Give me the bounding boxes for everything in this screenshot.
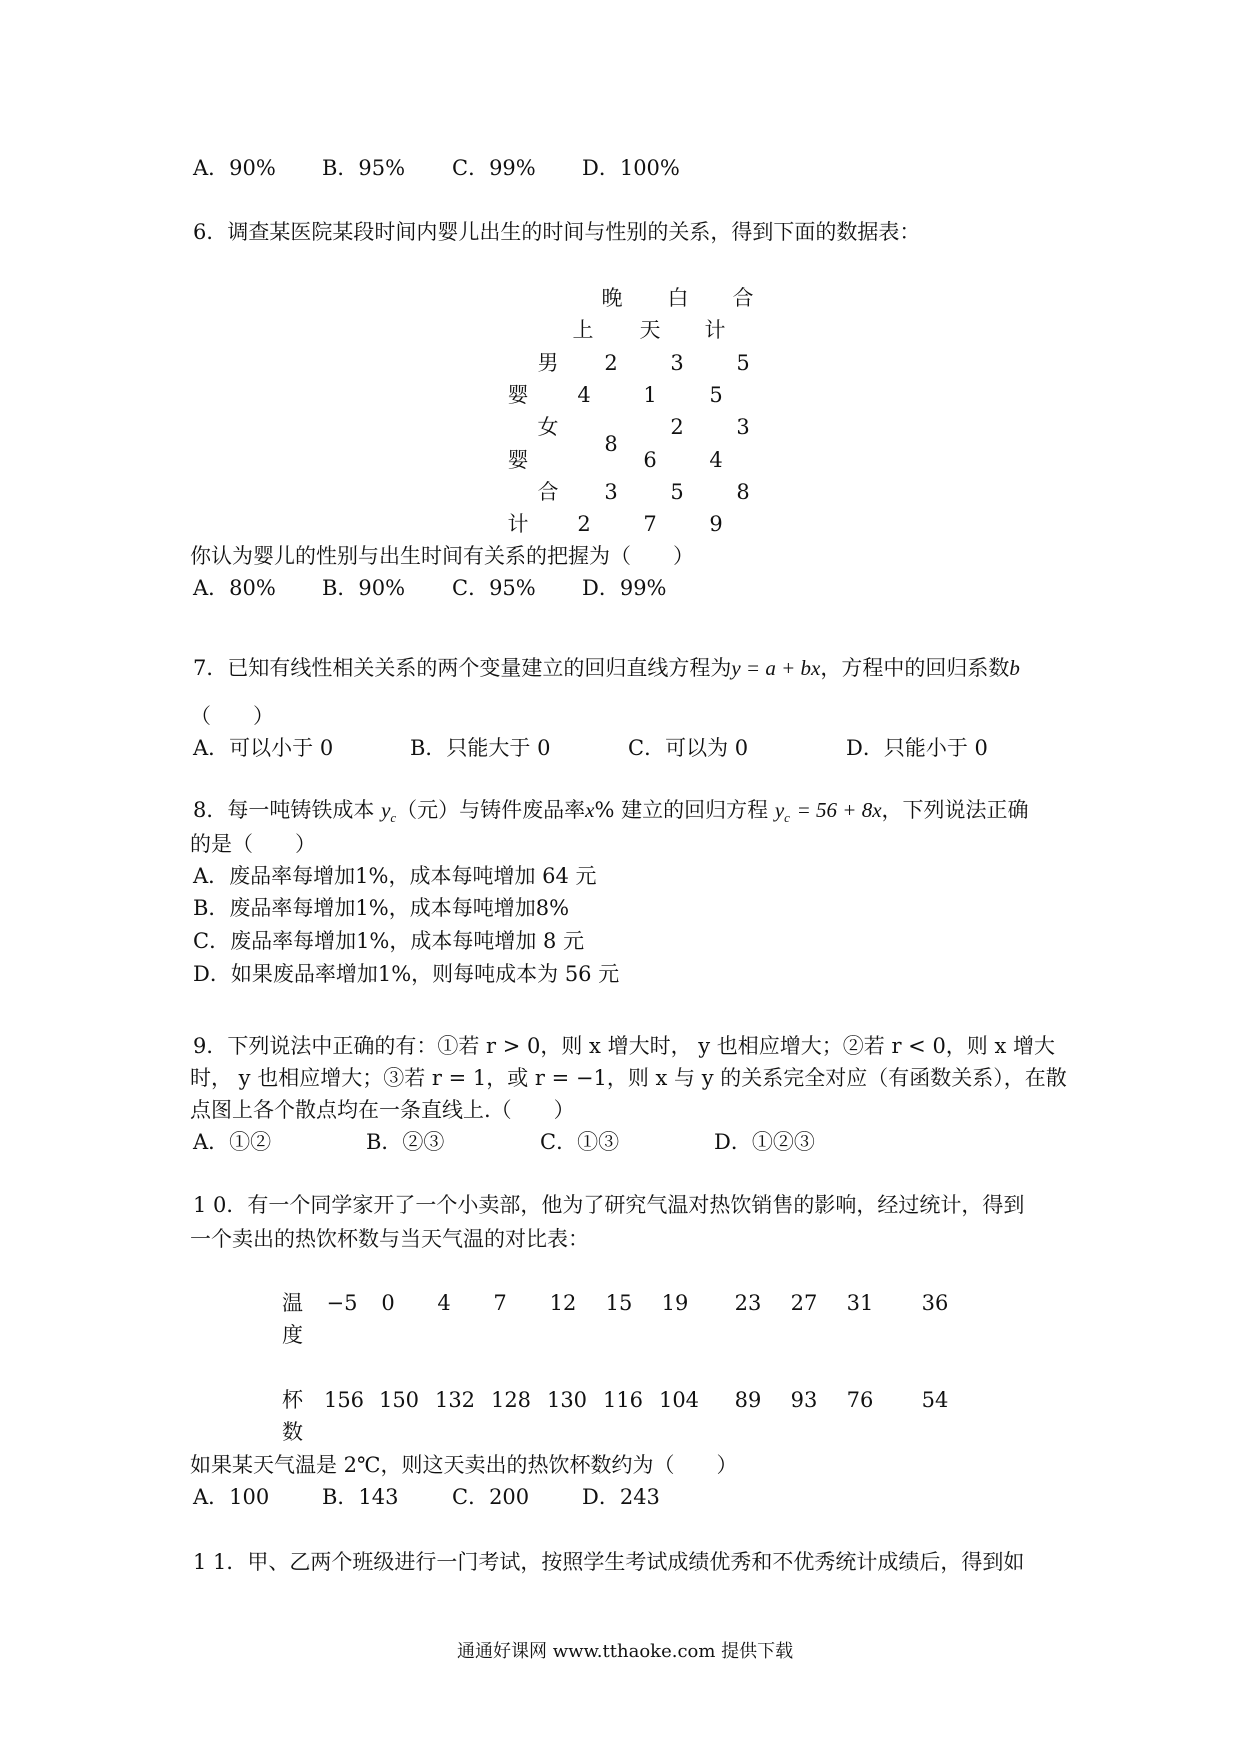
q6-cell: 5 [736, 351, 750, 375]
q8-option-c: C．废品率每增加1%，成本每吨增加 8 元 [193, 929, 585, 953]
q10-temp-label-1: 温 [282, 1291, 303, 1315]
q10-option-c: C．200 [452, 1485, 530, 1509]
q10-temp-cell: 7 [493, 1291, 507, 1315]
q6-cell: 2 [577, 512, 591, 536]
q7-coefficient: b [1009, 656, 1020, 680]
q10-temp-cell: 27 [790, 1291, 818, 1315]
q6-cell: 8 [604, 432, 618, 456]
q5-option-b: B．95% [322, 156, 406, 180]
q10-cups-cell: 150 [378, 1388, 420, 1412]
q10-cups-label-2: 数 [282, 1420, 303, 1444]
q6-stem: 6．调查某医院某段时间内婴儿出生的时间与性别的关系，得到下面的数据表： [193, 220, 921, 244]
q10-line1: 1 0．有一个同学家开了一个小卖部，他为了研究气温对热饮销售的影响，经过统计，得到 [193, 1193, 1025, 1217]
q7-option-d: D．只能小于 0 [846, 736, 988, 760]
q6-cell: 3 [604, 480, 618, 504]
q10-line2: 一个卖出的热饮杯数与当天气温的对比表： [190, 1227, 589, 1251]
q7-blank: （ ） [190, 704, 274, 728]
q10-question: 如果某天气温是 2℃，则这天卖出的热饮杯数约为（ ） [190, 1453, 738, 1477]
q6-cell: 8 [736, 480, 750, 504]
q6-header-2: 天 [639, 318, 661, 342]
q6-header-top-3: 合 [732, 286, 754, 310]
q5-option-d: D．100% [582, 156, 680, 180]
q9-option-d: D．①②③ [714, 1130, 815, 1154]
q7-stem-prefix: 7．已知有线性相关关系的两个变量建立的回归直线方程为 [193, 656, 732, 680]
q10-temp-cell: 4 [437, 1291, 451, 1315]
q6-header-top-2: 白 [667, 286, 689, 310]
q6-cell: 2 [604, 351, 618, 375]
q8-eq-sub-c: c [784, 810, 790, 826]
q7-stem [193, 658, 1020, 679]
q10-temp-cell: 12 [549, 1291, 577, 1315]
q5-option-a: A．90% [193, 156, 276, 180]
q6-row-label-female: 女 [537, 415, 559, 439]
q6-cell: 5 [670, 480, 684, 504]
q7-option-c: C．可以为 0 [628, 736, 749, 760]
q6-row-label-male: 男 [537, 351, 559, 375]
q6-row-label-total-2: 计 [507, 512, 529, 536]
q9-option-a: A．①② [193, 1130, 272, 1154]
q6-option-a: A．80% [193, 576, 276, 600]
q7-option-a: A．可以小于 0 [193, 736, 334, 760]
q6-cell: 7 [643, 512, 657, 536]
q8-var-yc: y [381, 798, 391, 822]
q10-option-b: B．143 [322, 1485, 399, 1509]
q7-equation: y = a + bx [731, 656, 821, 680]
q8-eq-y: y [774, 798, 785, 822]
q6-row-label-infant-2: 婴 [507, 448, 529, 472]
q5-option-c: C．99% [452, 156, 536, 180]
q6-cell: 9 [709, 512, 723, 536]
q8-option-d: D．如果废品率增加1%，则每吨成本为 56 元 [193, 962, 620, 986]
q6-header-top-1: 晚 [601, 286, 623, 310]
q10-cups-cell: 76 [846, 1388, 874, 1412]
q8-stem-c: % 建立的回归方程 [594, 798, 769, 822]
q10-temp-cell: 19 [661, 1291, 689, 1315]
q8-stem-b: （元）与铸件废品率 [396, 798, 586, 822]
q10-temp-cell: 23 [734, 1291, 762, 1315]
q10-temp-cell: 15 [605, 1291, 633, 1315]
q6-header-3: 计 [704, 318, 726, 342]
q6-option-c: C．95% [452, 576, 536, 600]
q6-cell: 5 [709, 383, 723, 407]
q8-stem [193, 800, 1029, 824]
q10-cups-cell: 130 [546, 1388, 588, 1412]
q6-cell: 2 [670, 415, 684, 439]
q9-line2: 时， y 也相应增大；③若 r = 1，或 r = −1，则 x 与 y 的关系完全对应（有函数关系），在散 [190, 1066, 1067, 1090]
q10-cups-cell: 156 [323, 1388, 365, 1412]
q6-row-label-total: 合 [537, 480, 559, 504]
q8-sub-c: c [390, 810, 397, 826]
q11-line1: 1 1．甲、乙两个班级进行一门考试，按照学生考试成绩优秀和不优秀统计成绩后，得到如 [193, 1550, 1025, 1574]
q10-cups-cell: 116 [602, 1388, 644, 1412]
q10-temp-cell: 0 [381, 1291, 395, 1315]
q8-stem-a: 8．每一吨铸铁成本 [193, 798, 375, 822]
q8-equation-rhs: = 56 + 8x [796, 798, 882, 822]
q7-option-b: B．只能大于 0 [410, 736, 551, 760]
q10-temp-cell: −5 [326, 1291, 358, 1315]
q10-option-d: D．243 [582, 1485, 660, 1509]
q6-cell: 6 [643, 448, 657, 472]
q10-cups-cell: 93 [790, 1388, 818, 1412]
q6-row-label-infant-1: 婴 [507, 383, 529, 407]
q6-option-b: B．90% [322, 576, 406, 600]
q10-cups-cell: 54 [921, 1388, 949, 1412]
q6-question: 你认为婴儿的性别与出生时间有关系的把握为（ ） [190, 544, 694, 568]
q9-option-c: C．①③ [540, 1130, 620, 1154]
q6-cell: 3 [736, 415, 750, 439]
q8-option-a: A．废品率每增加1%，成本每吨增加 64 元 [193, 864, 597, 888]
q7-stem-mid: ，方程中的回归系数 [820, 656, 1010, 680]
q8-option-b: B．废品率每增加1%，成本每吨增加8% [193, 896, 570, 920]
q9-line3: 点图上各个散点均在一条直线上.（ ） [190, 1098, 575, 1122]
q10-temp-cell: 36 [921, 1291, 949, 1315]
q10-temp-label-2: 度 [282, 1323, 303, 1347]
q10-cups-cell: 132 [434, 1388, 476, 1412]
q6-cell: 4 [577, 383, 591, 407]
q8-stem-d: ，下列说法正确 [881, 798, 1029, 822]
q9-line1: 9．下列说法中正确的有：①若 r > 0，则 x 增大时， y 也相应增大；②若 r < 0，则 x 增大 [193, 1034, 1056, 1058]
q10-cups-cell: 128 [490, 1388, 532, 1412]
q10-cups-cell: 89 [734, 1388, 762, 1412]
q10-cups-label-1: 杯 [282, 1388, 303, 1412]
q10-temp-cell: 31 [846, 1291, 874, 1315]
q8-stem-line2: 的是（ ） [190, 832, 316, 856]
q6-cell: 3 [670, 351, 684, 375]
q6-cell: 1 [643, 383, 657, 407]
q6-cell: 4 [709, 448, 723, 472]
q10-option-a: A．100 [193, 1485, 270, 1509]
page-footer: 通通好课网 www.tthaoke.com 提供下载 [457, 1641, 794, 1662]
q9-option-b: B．②③ [366, 1130, 445, 1154]
q8-var-x: x [585, 798, 595, 822]
q6-header-1: 上 [572, 318, 594, 342]
q6-option-d: D．99% [582, 576, 667, 600]
q10-cups-cell: 104 [658, 1388, 700, 1412]
